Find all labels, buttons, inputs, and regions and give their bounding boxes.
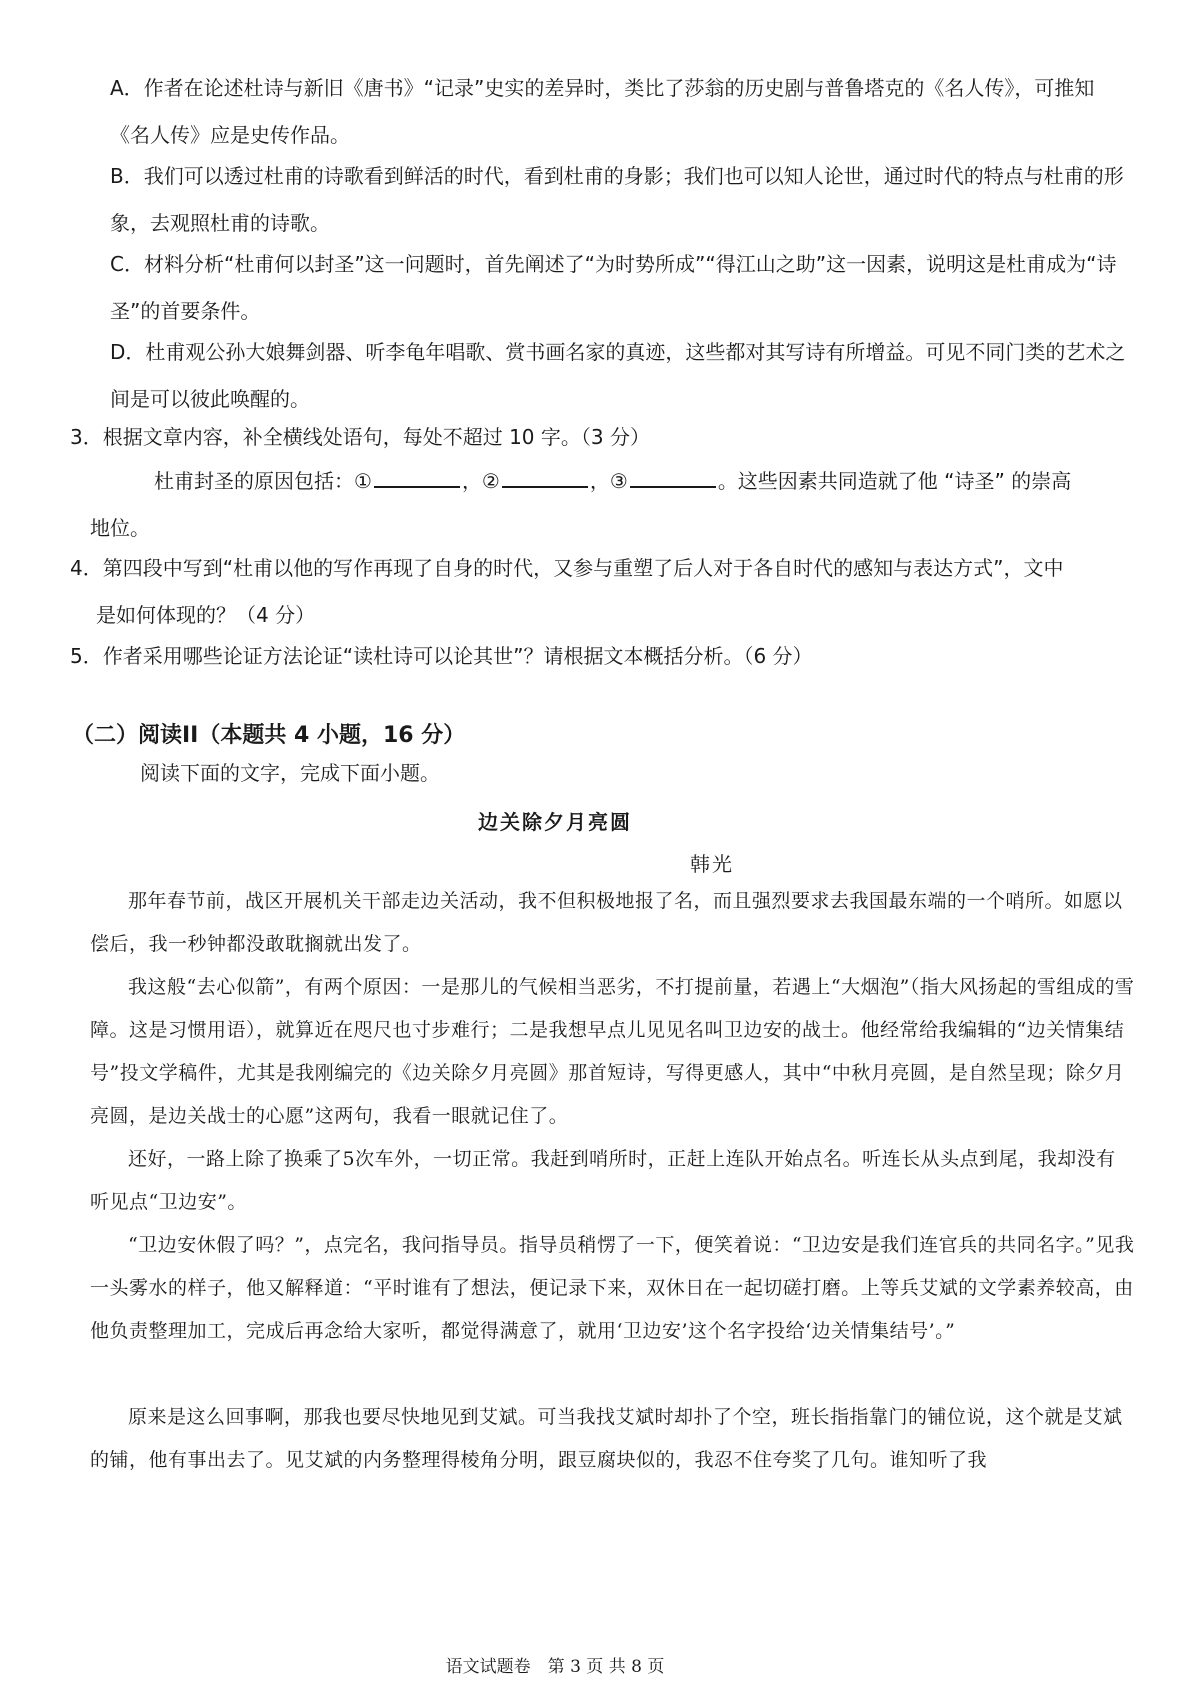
story-title: 边关除夕月亮圆 (478, 810, 632, 834)
section-instruction: 阅读下面的文字，完成下面小题。 (140, 761, 440, 785)
story-author: 韩光 (690, 852, 734, 876)
option-a: A．作者在论述杜诗与新旧《唐书》“记录”史实的差异时，类比了莎翁的历史剧与普鲁塔克的《名人传》，可推知《名人传》应是史传作品。 (110, 76, 1095, 147)
fill-sep-1: ，② (461, 469, 500, 493)
story-paragraph-5: 原来是这么回事啊，那我也要尽快地见到艾斌。可当我找艾斌时却扑了个空，班长指指靠门的铺位说，这个就是艾斌的铺，他有事出去了。见艾斌的内务整理得棱角分明，跟豆腐块似的，我忍不住夸奖了几句。谁知听了我 (90, 1406, 1123, 1471)
option-b: B．我们可以透过杜甫的诗歌看到鲜活的时代，看到杜甫的身影；我们也可以知人论世，通过时代的特点与杜甫的形象，去观照杜甫的诗歌。 (110, 164, 1124, 235)
story-paragraph-1: 那年春节前，战区开展机关干部走边关活动，我不但积极地报了名，而且强烈要求去我国最东端的一个哨所。如愿以偿后，我一秒钟都没敢耽搁就出发了。 (90, 890, 1123, 955)
option-d: D．杜甫观公孙大娘舞剑器、听李龟年唱歌、赏书画名家的真迹，这些都对其写诗有所增益。可见不同门类的艺术之间是可以彼此唤醒的。 (110, 340, 1126, 411)
story-paragraph-2: 我这般“去心似箭”，有两个原因：一是那儿的气候相当恶劣，不打提前量，若遇上“大烟泡”（指大风扬起的雪组成的雪障。这是习惯用语），就算近在咫尺也寸步难行；二是我想早点儿见见名叫卫边安的战士。他经常给我编辑的“边关情集结号”投文学稿件，尤其是我刚编完的《边关除夕月亮圆》那首短诗，写得更感人，其中“中秋月亮圆，是自然呈现；除夕月亮圆，是边关战士的心愿”这两句，我看一眼就记住了。 (90, 976, 1135, 1127)
option-c: C．材料分析“杜甫何以封圣”这一问题时，首先阐述了“为时势所成”“得江山之助”这一因素，说明这是杜甫成为“诗圣”的首要条件。 (110, 252, 1117, 323)
question-3-stem: 3．根据文章内容，补全横线处语句，每处不超过 10 字。（3 分） (70, 425, 650, 449)
question-3-fill (90, 458, 1130, 552)
blank-1[interactable] (374, 468, 460, 488)
fill-tail: 。这些因素共同造就了他 “诗圣” 的崇高 (717, 469, 1072, 493)
story-paragraph-4: “卫边安休假了吗？”，点完名，我问指导员。指导员稍愣了一下，便笑着说：“卫边安是我们连官兵的共同名字。”见我一头雾水的样子，他又解释道：“平时谁有了想法，便记录下来，双休日在一起切磋打磨。上等兵艾斌的文学素养较高，由他负责整理加工，完成后再念给大家听，都觉得满意了，就用‘卫边安’这个名字投给‘边关情集结号’。” (90, 1234, 1135, 1342)
question-4-line1: 4．第四段中写到“杜甫以他的写作再现了自身的时代，又参与重塑了后人对于各自时代的感知与表达方式”，文中 (70, 556, 1064, 580)
fill-lead: 杜甫封圣的原因包括：① (154, 469, 372, 493)
section-title: （二）阅读II（本题共 4 小题，16 分） (72, 723, 466, 748)
question-5: 5．作者采用哪些论证方法论证“读杜诗可以论其世”？请根据文本概括分析。（6 分） (70, 644, 813, 668)
story-paragraph-3: 还好，一路上除了换乘了5次车外，一切正常。我赶到哨所时，正赶上连队开始点名。听连长从头点到尾，我却没有听见点“卫边安”。 (90, 1148, 1116, 1213)
fill-continuation: 地位。 (90, 516, 150, 540)
question-4 (70, 545, 1130, 639)
question-4-line2: 是如何体现的？（4 分） (96, 603, 316, 627)
fill-sep-2: ，③ (589, 469, 628, 493)
blank-3[interactable] (630, 468, 716, 488)
fill-line (90, 458, 1130, 505)
page-footer: 语文试题卷 第 3 页 共 8 页 (445, 1657, 665, 1677)
blank-2[interactable] (502, 468, 588, 488)
